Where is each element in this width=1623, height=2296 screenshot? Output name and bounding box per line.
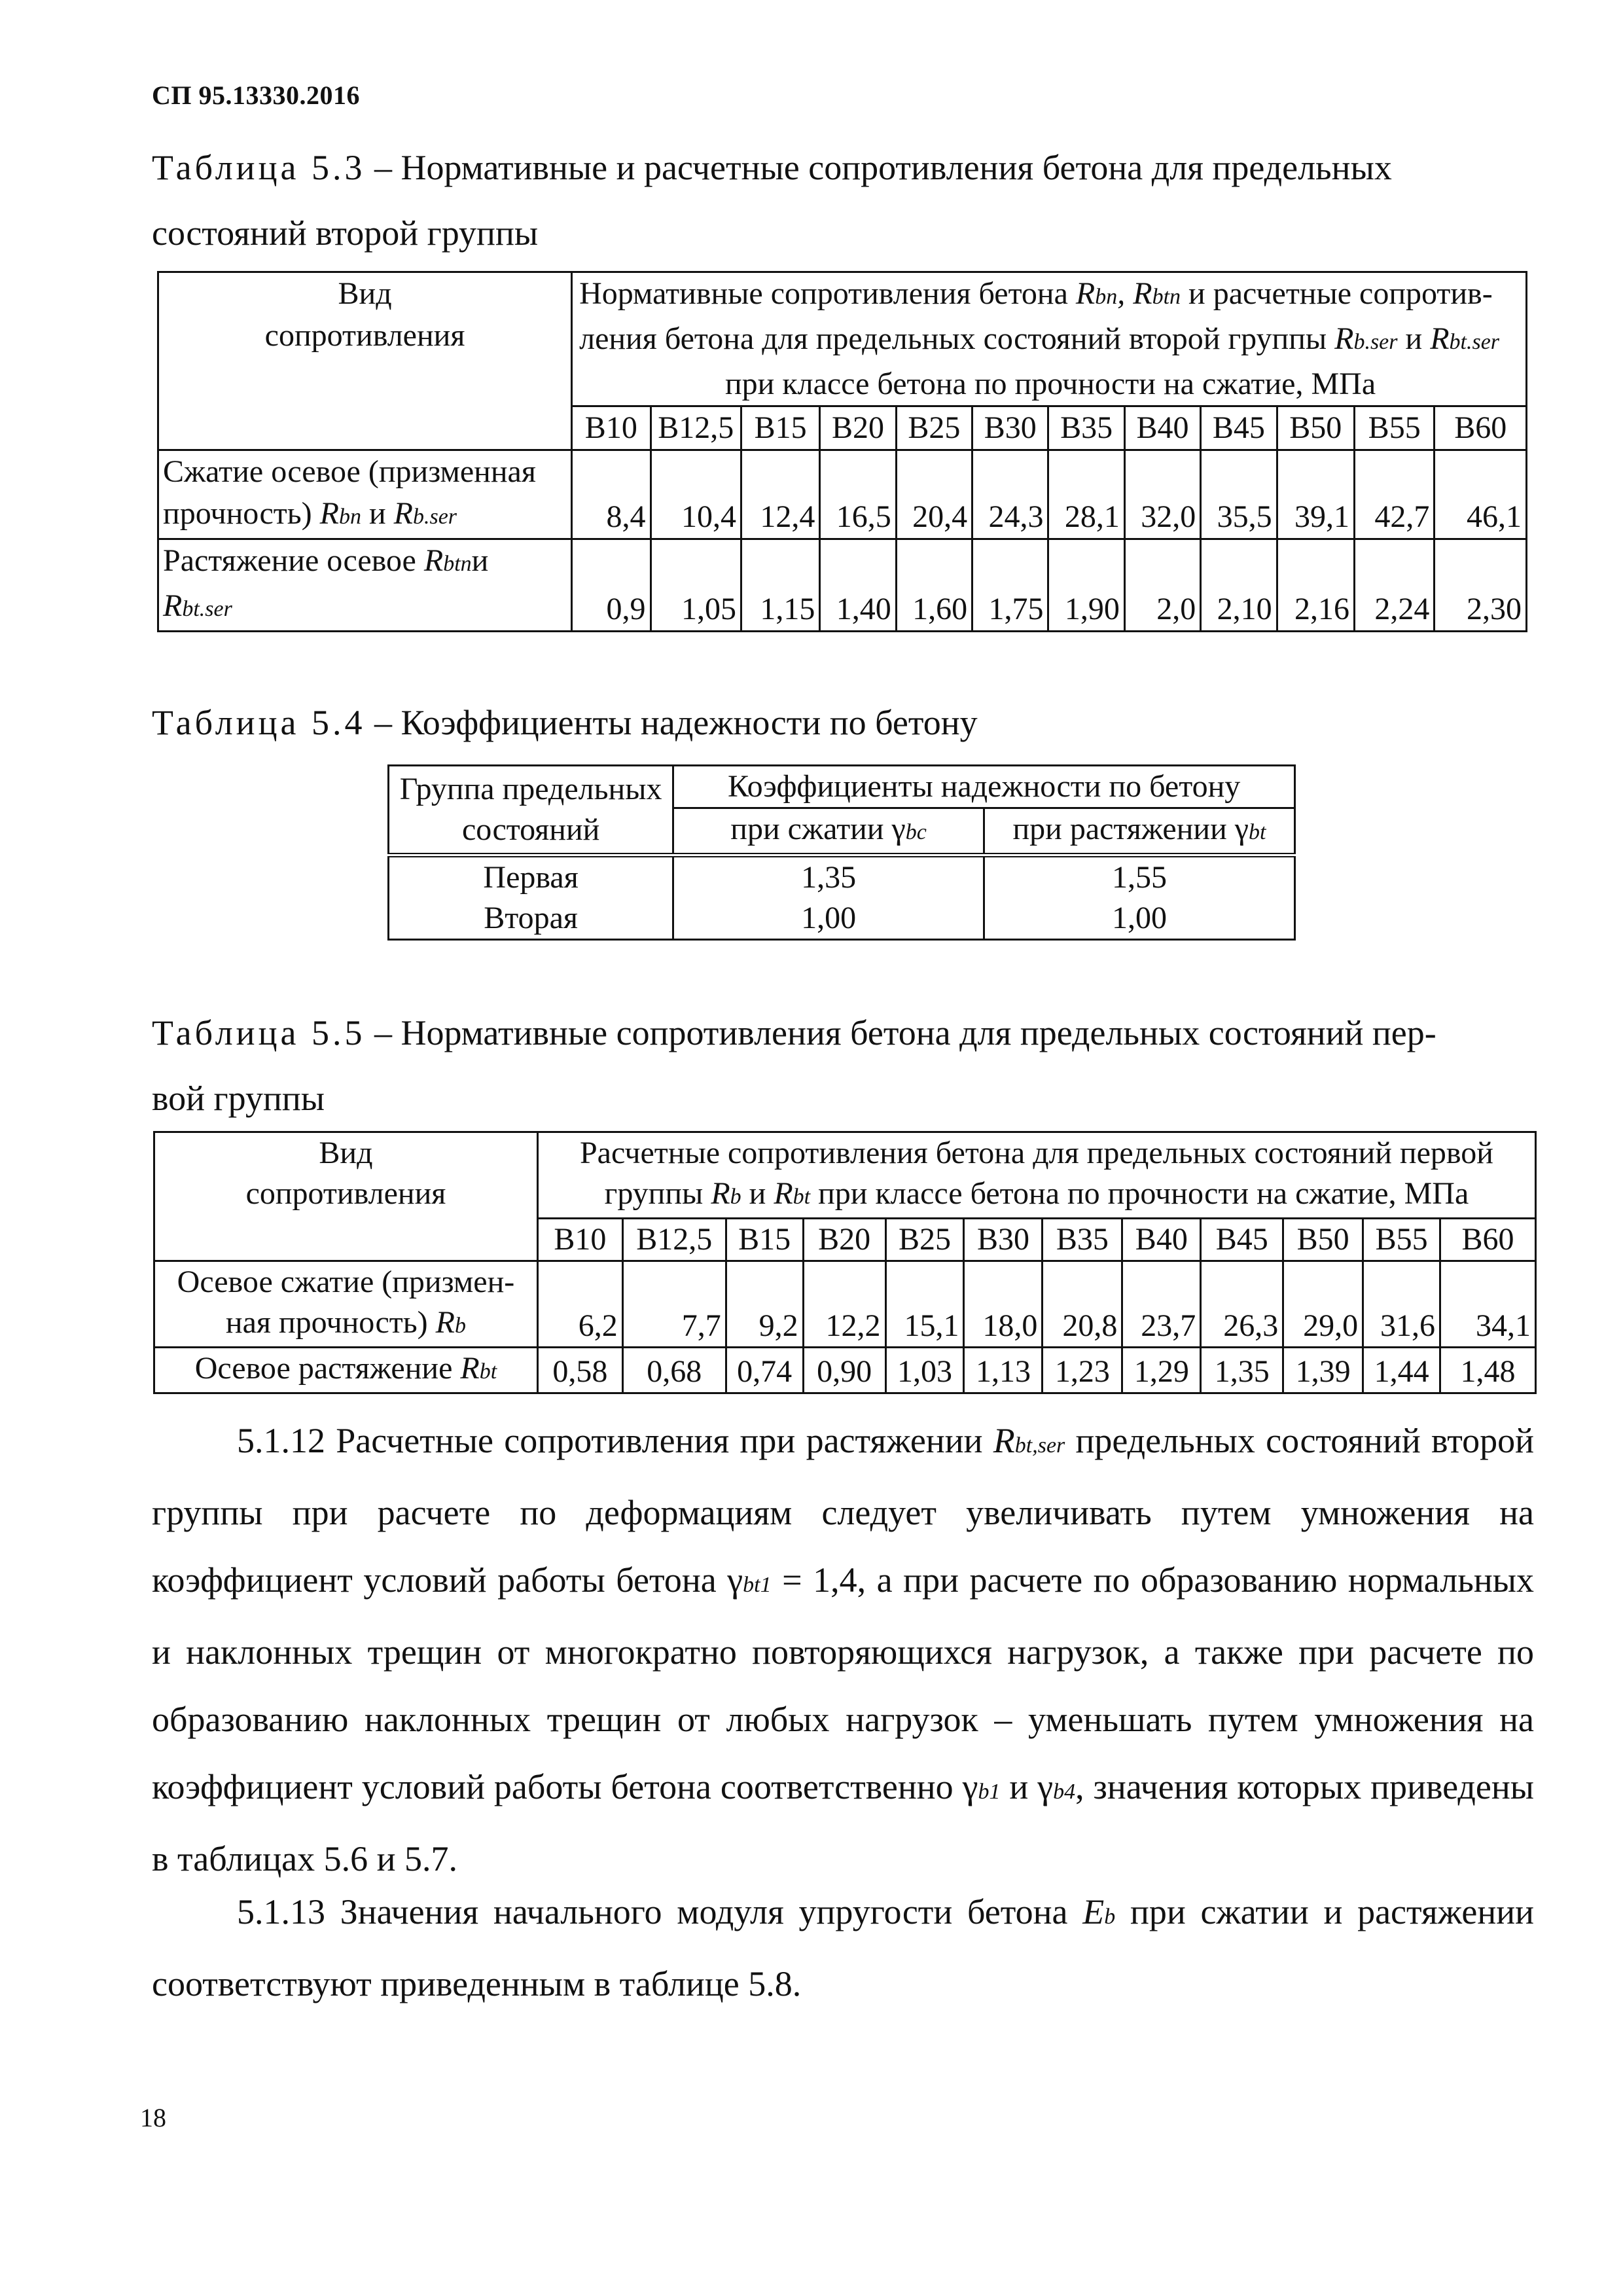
value-cell: 29,0 bbox=[1283, 1261, 1363, 1348]
value-cell: 2,30 bbox=[1435, 539, 1527, 632]
class-cell: B12,5 bbox=[622, 1219, 726, 1261]
class-cell: B45 bbox=[1201, 1219, 1283, 1261]
document-code: СП 95.13330.2016 bbox=[152, 81, 360, 110]
table-5-3 bbox=[157, 271, 1527, 632]
value-cell: 0,68 bbox=[622, 1348, 726, 1393]
value-cell: 28,1 bbox=[1048, 450, 1124, 539]
value-cell: 23,7 bbox=[1122, 1261, 1201, 1348]
value-cell: 1,13 bbox=[964, 1348, 1043, 1393]
class-cell: B30 bbox=[972, 406, 1048, 450]
class-cell: B35 bbox=[1048, 406, 1124, 450]
value-cell: 1,35 bbox=[1201, 1348, 1283, 1393]
value-cell: 9,2 bbox=[726, 1261, 803, 1348]
value-cell: 34,1 bbox=[1440, 1261, 1536, 1348]
class-cell: B20 bbox=[820, 406, 896, 450]
header-cell-group: Группа предельных состояний bbox=[389, 766, 673, 855]
class-cell: B10 bbox=[572, 406, 651, 450]
class-cell: B40 bbox=[1122, 1219, 1201, 1261]
table-row bbox=[389, 855, 1295, 899]
caption-text: – Нормативные и расчетные сопротивления бетона для предельных bbox=[374, 148, 1392, 187]
value-cell: 31,6 bbox=[1363, 1261, 1440, 1348]
value-cell: 24,3 bbox=[972, 450, 1048, 539]
header-cell-tension: при растяжении γbt bbox=[984, 808, 1294, 855]
paragraph-5-1-13: 5.1.13 Значения начального модуля упругости бетона Eb при сжатии и растяжении соответствуют приведенным в таблице 5.8. bbox=[152, 1892, 1535, 2003]
value-cell: 0,90 bbox=[803, 1348, 885, 1393]
value-cell: 32,0 bbox=[1124, 450, 1200, 539]
group-cell: Вторая bbox=[389, 898, 673, 940]
row-label: Осевое сжатие (призмен- ная прочность) Rb bbox=[154, 1261, 538, 1348]
header-cell-compression: при сжатии γbc bbox=[673, 808, 984, 855]
header-cell-coefficients: Коэффициенты надежности по бетону bbox=[673, 766, 1295, 808]
value-cell: 1,75 bbox=[972, 539, 1048, 632]
value-cell: 46,1 bbox=[1435, 450, 1527, 539]
value-cell: 0,74 bbox=[726, 1348, 803, 1393]
value-cell: 42,7 bbox=[1354, 450, 1434, 539]
class-cell: B15 bbox=[726, 1219, 803, 1261]
value-cell: 1,03 bbox=[885, 1348, 964, 1393]
class-cell: B25 bbox=[885, 1219, 964, 1261]
table-row bbox=[158, 450, 1527, 539]
class-cell: B10 bbox=[537, 1219, 622, 1261]
value-cell: 20,8 bbox=[1043, 1261, 1122, 1348]
value-cell: 15,1 bbox=[885, 1261, 964, 1348]
value-cell: 12,2 bbox=[803, 1261, 885, 1348]
value-cell: 26,3 bbox=[1201, 1261, 1283, 1348]
value-cell: 2,0 bbox=[1124, 539, 1200, 632]
class-cell: B50 bbox=[1277, 406, 1354, 450]
value-cell: 0,9 bbox=[572, 539, 651, 632]
value-cell: 1,00 bbox=[673, 898, 984, 940]
value-cell: 8,4 bbox=[572, 450, 651, 539]
class-cell: B12,5 bbox=[651, 406, 741, 450]
table-5-3-caption bbox=[152, 135, 1539, 266]
class-cell: B15 bbox=[741, 406, 819, 450]
value-cell: 0,58 bbox=[537, 1348, 622, 1393]
value-cell: 2,10 bbox=[1201, 539, 1277, 632]
class-cell: B45 bbox=[1201, 406, 1277, 450]
value-cell: 1,29 bbox=[1122, 1348, 1201, 1393]
class-cell: B55 bbox=[1354, 406, 1434, 450]
value-cell: 1,35 bbox=[673, 855, 984, 899]
value-cell: 1,05 bbox=[651, 539, 741, 632]
class-cell: B60 bbox=[1440, 1219, 1536, 1261]
header-cell-type: Вид сопротивления bbox=[158, 272, 572, 450]
table-row bbox=[154, 1348, 1536, 1393]
value-cell: 1,90 bbox=[1048, 539, 1124, 632]
header-cell-values: Расчетные сопротивления бетона для предельных состояний первой группы Rb и Rbt при классе бетона по прочности на сжатие, МПа bbox=[537, 1132, 1535, 1219]
row-label: Сжатие осевое (призменная прочность) Rbn и Rb.ser bbox=[158, 450, 572, 539]
value-cell: 1,44 bbox=[1363, 1348, 1440, 1393]
table-5-5 bbox=[153, 1131, 1537, 1394]
value-cell: 35,5 bbox=[1201, 450, 1277, 539]
value-cell: 6,2 bbox=[537, 1261, 622, 1348]
table-label: Таблица 5.4 bbox=[152, 703, 366, 742]
class-cell: B25 bbox=[896, 406, 972, 450]
class-cell: B35 bbox=[1043, 1219, 1122, 1261]
class-cell: B60 bbox=[1435, 406, 1527, 450]
table-label: Таблица 5.3 bbox=[152, 148, 366, 187]
table-row bbox=[154, 1261, 1536, 1348]
header-cell-values: Нормативные сопротивления бетона Rbn, Rbtn и расчетные сопротив- ления бетона для предельных состояний второй группы Rb.ser и Rbt.ser при классе бетона по прочности на сжатие, МПа bbox=[572, 272, 1527, 406]
value-cell: 1,40 bbox=[820, 539, 896, 632]
value-cell: 12,4 bbox=[741, 450, 819, 539]
caption-text: – Коэффициенты надежности по бетону bbox=[374, 703, 978, 742]
class-cell: B20 bbox=[803, 1219, 885, 1261]
value-cell: 7,7 bbox=[622, 1261, 726, 1348]
table-row bbox=[158, 539, 1527, 632]
value-cell: 1,39 bbox=[1283, 1348, 1363, 1393]
value-cell: 10,4 bbox=[651, 450, 741, 539]
class-cell: B40 bbox=[1124, 406, 1200, 450]
value-cell: 18,0 bbox=[964, 1261, 1043, 1348]
value-cell: 20,4 bbox=[896, 450, 972, 539]
row-label: Осевое растяжение Rbt bbox=[154, 1348, 538, 1393]
row-label: Растяжение осевое Rbtnи Rbt.ser bbox=[158, 539, 572, 632]
table-label: Таблица 5.5 bbox=[152, 1013, 366, 1052]
value-cell: 2,24 bbox=[1354, 539, 1434, 632]
class-cell: B55 bbox=[1363, 1219, 1440, 1261]
table-5-4 bbox=[387, 764, 1296, 941]
value-cell: 1,23 bbox=[1043, 1348, 1122, 1393]
value-cell: 2,16 bbox=[1277, 539, 1354, 632]
class-cell: B50 bbox=[1283, 1219, 1363, 1261]
value-cell: 1,55 bbox=[984, 855, 1294, 899]
table-row bbox=[389, 898, 1295, 940]
table-5-4-caption bbox=[152, 690, 978, 755]
value-cell: 1,00 bbox=[984, 898, 1294, 940]
page-number: 18 bbox=[140, 2103, 166, 2132]
value-cell: 1,60 bbox=[896, 539, 972, 632]
value-cell: 1,15 bbox=[741, 539, 819, 632]
value-cell: 1,48 bbox=[1440, 1348, 1536, 1393]
caption-text: вой группы bbox=[152, 1079, 325, 1118]
class-cell: B30 bbox=[964, 1219, 1043, 1261]
caption-text: состояний второй группы bbox=[152, 213, 539, 253]
value-cell: 39,1 bbox=[1277, 450, 1354, 539]
group-cell: Первая bbox=[389, 855, 673, 899]
caption-text: – Нормативные сопротивления бетона для предельных состояний пер- bbox=[374, 1013, 1436, 1052]
paragraph-5-1-12: 5.1.12 Расчетные сопротивления при растяжении Rbt,ser предельных состояний второй группы при расчете по деформациям следует увеличивать путем умножения на коэффициент условий работы бетона γbt1 = 1,4, а при расчете по образованию нормальных и наклонных трещин от многократно повторяющихся нагрузок, а также при расчете по образованию наклонных трещин от любых нагрузок – уменьшать путем умножения на коэффициент условий работы бетона соответственно γb1 и γb4, значения которых приведены в таблицах 5.6 и 5.7. bbox=[152, 1421, 1535, 1878]
table-5-5-caption bbox=[152, 1000, 1539, 1131]
value-cell: 16,5 bbox=[820, 450, 896, 539]
header-cell-type: Вид сопротивления bbox=[154, 1132, 538, 1261]
